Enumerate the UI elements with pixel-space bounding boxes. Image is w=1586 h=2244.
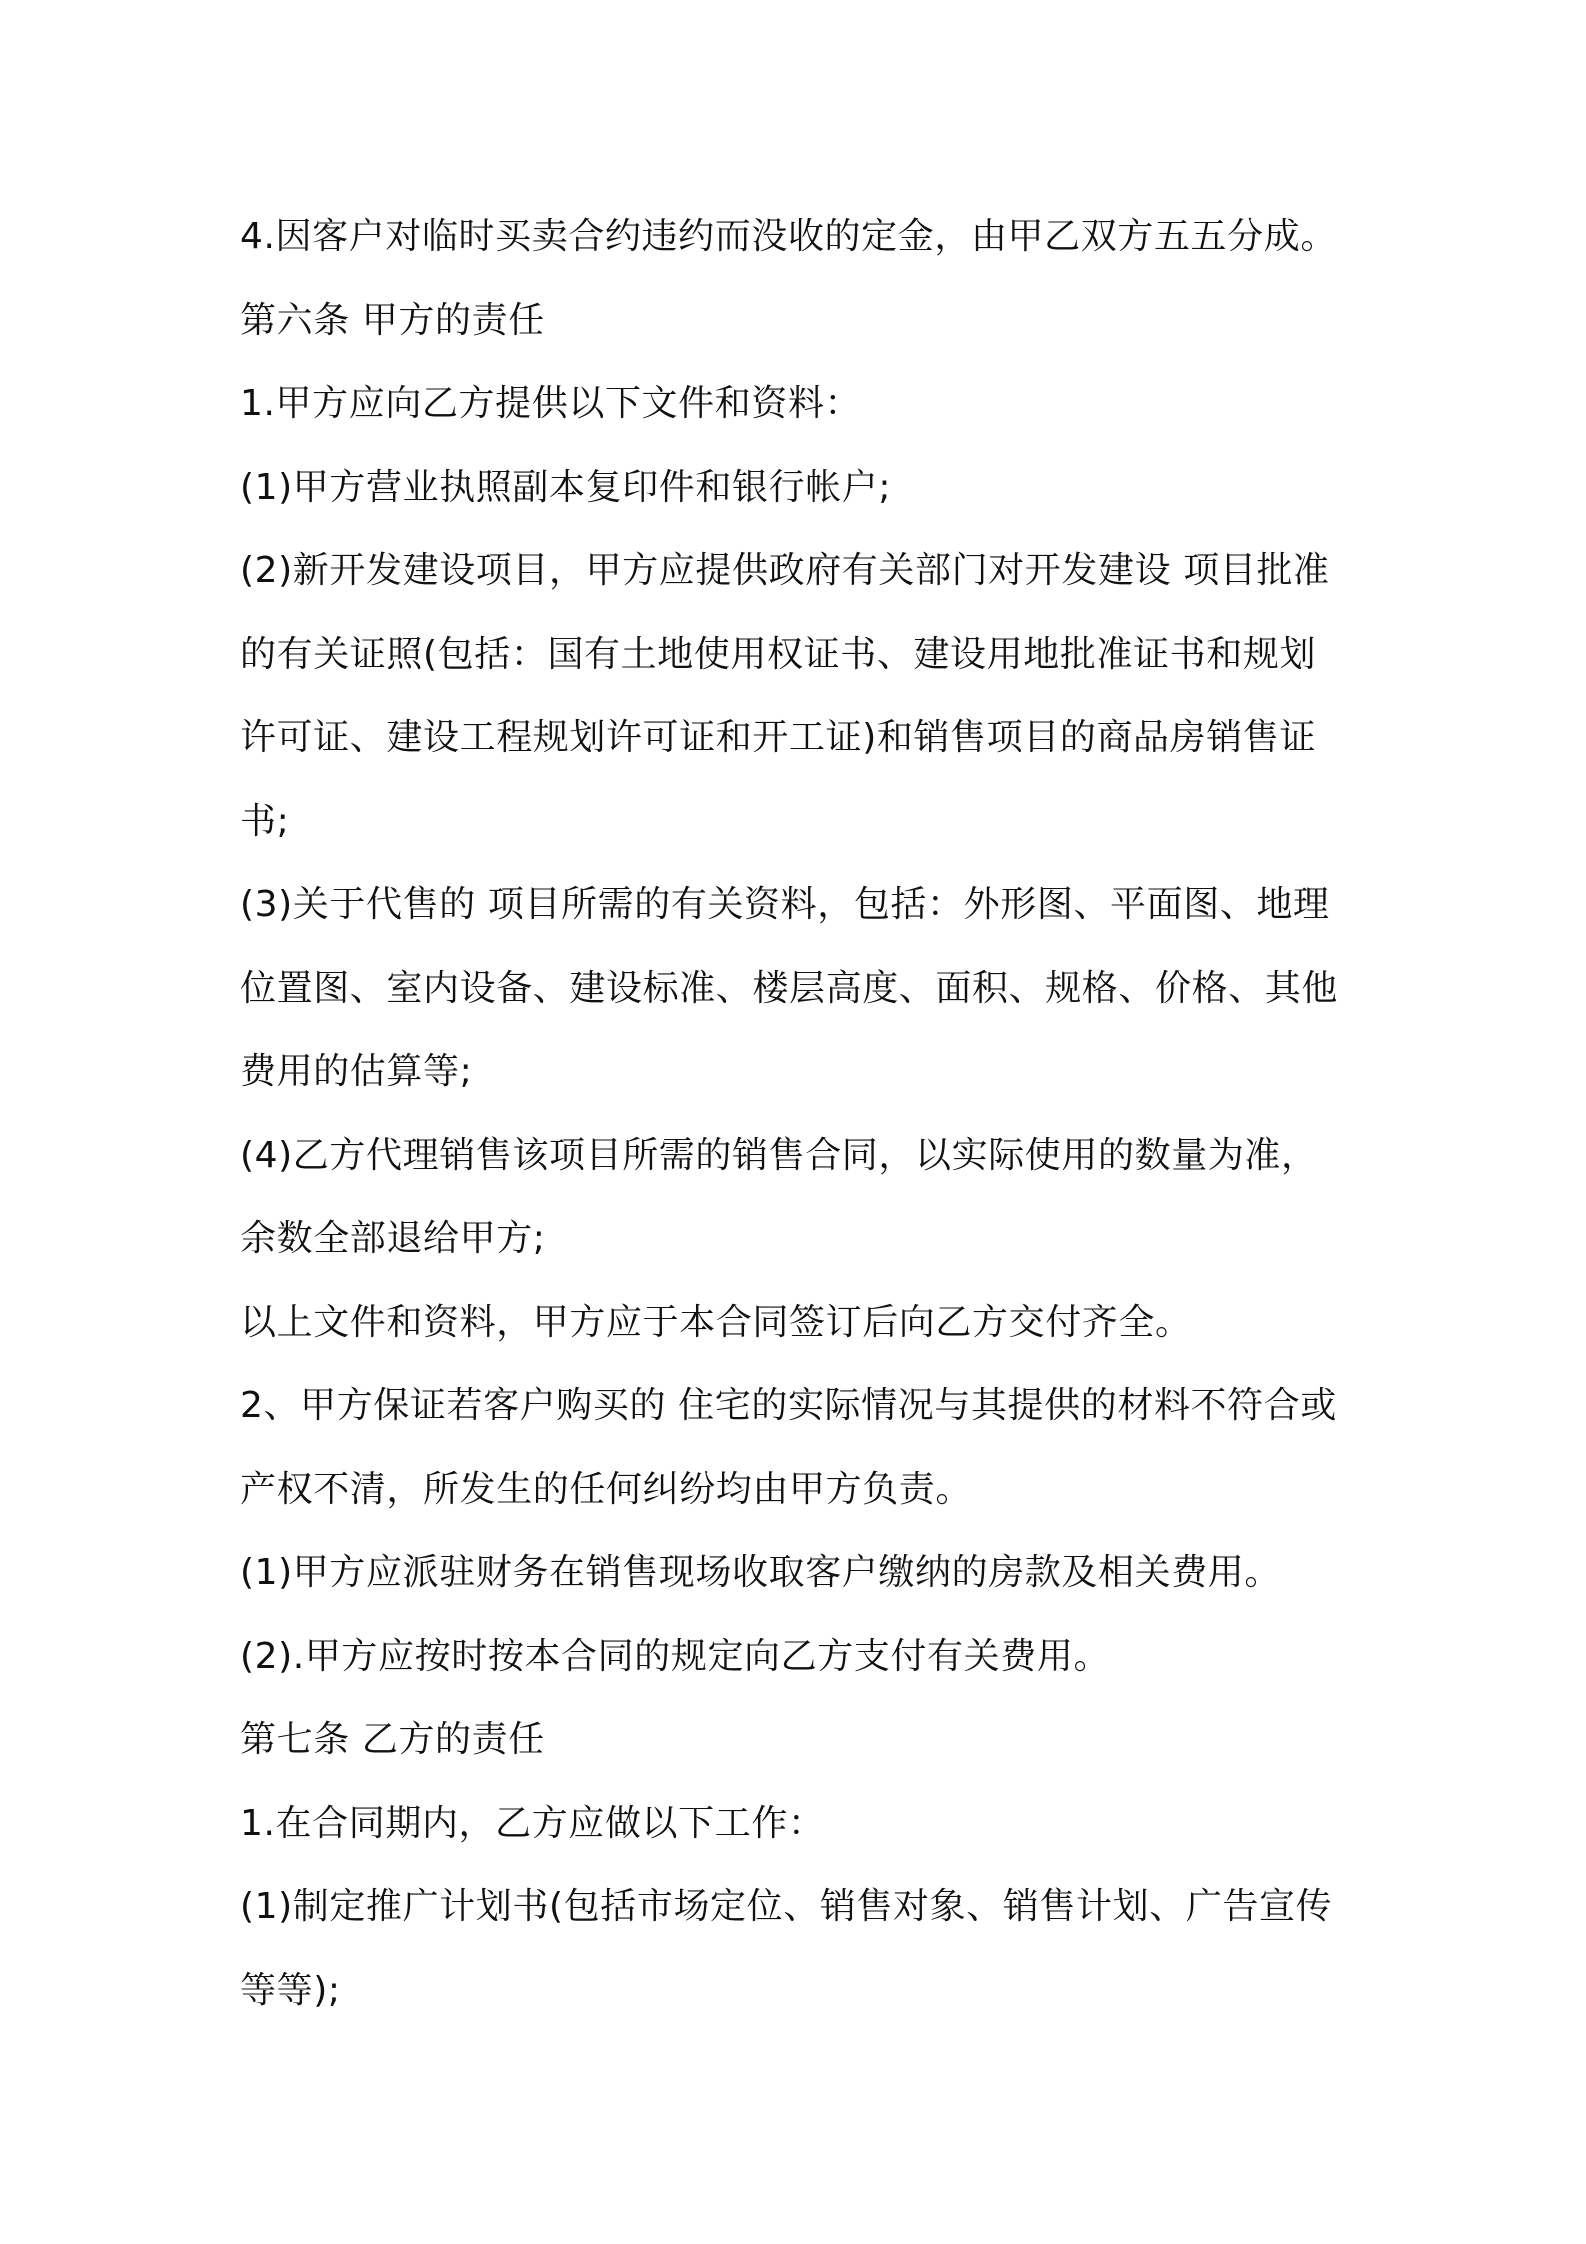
article-6-item-1-sub-3-line-3: 费用的估算等; [240,1051,473,1092]
article-6-item-2-line-2: 产权不清，所发生的任何纠纷均由甲方负责。 [240,1468,973,1510]
article-7-item-1-sub-1-line-1: (1)制定推广计划书(包括市场定位、销售对象、销售计划、广告宣传 [240,1886,1333,1927]
article-7-heading: 第七条 乙方的责任 [240,1719,545,1760]
article-6-item-1-sub-3-line-1: (3)关于代售的 项目所需的有关资料，包括：外形图、平面图、地理 [240,884,1330,925]
article-7-item-1-sub-1-line-2: 等等); [240,1969,341,2011]
article-6-item-1-sub-3-line-2: 位置图、室内设备、建设标准、楼层高度、面积、规格、价格、其他 [240,967,1339,1009]
article-6-item-1-summary: 以上文件和资料，甲方应于本合同签订后向乙方交付齐全。 [240,1301,1192,1343]
clause-4-deposit-split: 4.因客户对临时买卖合约违约而没收的定金，由甲乙双方五五分成。 [240,216,1337,257]
article-6-item-1-sub-4-line-1: (4)乙方代理销售该项目所需的销售合同，以实际使用的数量为准， [240,1134,1318,1176]
article-6-item-2-line-1: 2、甲方保证若客户购买的 住宅的实际情况与其提供的材料不符合或 [240,1385,1337,1426]
article-6-item-1: 1.甲方应向乙方提供以下文件和资料： [240,383,862,424]
article-6-item-1-sub-2-line-2: 的有关证照(包括：国有土地使用权证书、建设用地批准证书和规划 [240,633,1317,675]
article-6-item-2-sub-2: (2).甲方应按时按本合同的规定向乙方支付有关费用。 [240,1635,1111,1677]
article-7-item-1: 1.在合同期内，乙方应做以下工作： [240,1802,825,1844]
article-6-item-1-sub-4-line-2: 余数全部退给甲方; [240,1218,546,1259]
article-6-item-2-sub-1: (1)甲方应派驻财务在销售现场收取客户缴纳的房款及相关费用。 [240,1552,1281,1593]
article-6-heading: 第六条 甲方的责任 [240,299,545,341]
article-6-item-1-sub-1: (1)甲方营业执照副本复印件和银行帐户; [240,466,892,508]
article-6-item-1-sub-2-line-1: (2)新开发建设项目，甲方应提供政府有关部门对开发建设 项目批准 [240,550,1330,591]
document-body [240,195,1365,2032]
article-6-item-1-sub-2-line-3: 许可证、建设工程规划许可证和开工证)和销售项目的商品房销售证 [240,717,1317,758]
article-6-item-1-sub-2-line-4: 书; [240,800,290,842]
